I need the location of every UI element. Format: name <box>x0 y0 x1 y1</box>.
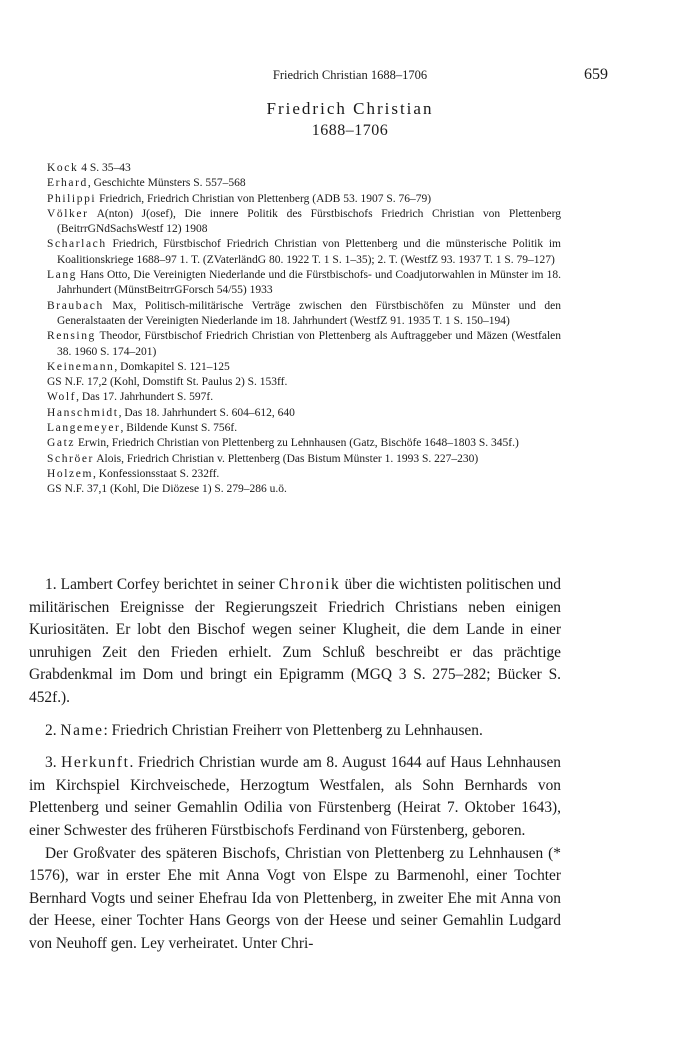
section-herkunft <box>29 752 561 842</box>
page-number: 659 <box>584 66 608 83</box>
bibliography-entry <box>47 192 561 207</box>
bibliography-author: Kock <box>47 162 79 174</box>
chapter-heading <box>0 98 700 142</box>
section-lead: 3. <box>45 754 62 772</box>
section-name <box>29 720 561 743</box>
chapter-years: 1688–1706 <box>311 122 389 139</box>
bibliography-author: Hanschmidt <box>47 406 119 419</box>
bibliography-entry <box>47 421 561 436</box>
bibliography-text: Friedrich, Fürstbischof Friedrich Christian von Plettenberg und die münsterische Politik im Koalitionskriege 1688–97 1. T. (ZVaterländG 80. 1922 T. 1 S. 1–35); 2. T. (WestfZ 93. 1937 T. 1 S. 79–127) <box>57 238 561 266</box>
running-head-title: Friedrich Christian 1688–1706 <box>272 68 428 82</box>
bibliography-text: , Geschichte Münsters S. 557–568 <box>87 177 246 190</box>
bibliography <box>47 161 561 498</box>
bibliography-entry <box>47 452 561 467</box>
bibliography-author: Lang <box>47 269 78 282</box>
bibliography-text: GS N.F. 17,2 (Kohl, Domstift St. Paulus 2) S. 153ff. <box>47 376 288 389</box>
bibliography-entry <box>47 299 561 330</box>
section-text: Der Großvater des späteren Bischofs, Christian von Plettenberg zu Lehnhausen (* 1576), war in erster Ehe mit Anna Vogt von Elspe zu Barmenohl, einer Tochter Bernhard Vogts und seiner Ehefrau Ida von Plettenberg, in zweiter Ehe mit Anna von der Heese, einer Tochter Hans Georgs von der Heese und seiner Gemahlin Ludgard von Neuhoff gen. Ley verheiratet. Unter Chri- <box>29 844 561 952</box>
bibliography-author: Rensing <box>47 330 96 343</box>
section-text: über die wichtisten politischen und militärischen Ereignisse der Regierungszeit Friedrich Christians neben einigen Kuriositäten. Er lobt den Bischof wegen seiner Klugheit, die dem Lande in einer unruhigen Zeit den Frieden erhielt. Zum Schluß beschreibt er das prächtige Grabdenkmal im Dom und bringt ein Epigramm (MGQ 3 S. 275–282; Bücker S. 452f.). <box>29 576 561 706</box>
bibliography-entry <box>47 207 561 238</box>
section-lead: 2. <box>45 721 61 739</box>
section-text: . Friedrich Christian wurde am 8. August 1644 auf Haus Lehnhausen im Kirchspiel Kirchveischede, Herzogtum Westfalen, als Sohn Bernhards von Plettenberg und seiner Gemahlin Odilia von Fürstenberg (Heirat 7. Oktober 1643), einer Schwester des früheren Fürstbischofs Ferdinand von Fürstenberg, geboren. <box>29 754 561 839</box>
bibliography-text: , Das 17. Jahrhundert S. 597f. <box>76 391 214 404</box>
bibliography-author: Scharlach <box>47 238 107 251</box>
bibliography-text: Erwin, Friedrich Christian von Plettenberg zu Lehnhausen (Gatz, Bischöfe 1648–1803 S. 345f.) <box>75 437 519 450</box>
bibliography-entry <box>47 375 561 390</box>
section-text: : Friedrich Christian Freiherr von Plettenberg zu Lehnhausen. <box>103 721 483 739</box>
bibliography-text: , Bildende Kunst S. 756f. <box>120 422 238 435</box>
bibliography-author: Holzem <box>47 467 94 480</box>
bibliography-text: 4 S. 35–43 <box>78 162 131 174</box>
bibliography-text: , Konfessionsstaat S. 232ff. <box>93 467 220 480</box>
bibliography-text: Hans Otto, Die Vereinigten Niederlande und die Fürstbischofs- und Coadjutorwahlen in Münster im 18. Jahrhundert (MünstBeitrrGForsch 54/55) 1933 <box>57 269 561 297</box>
bibliography-author: Philippi <box>47 192 97 205</box>
bibliography-text: Friedrich, Friedrich Christian von Plettenberg (ADB 53. 1907 S. 76–79) <box>96 192 432 205</box>
section-lead: 1. Lambert Corfey berichtet in seiner <box>45 576 279 593</box>
bibliography-entry <box>47 329 561 360</box>
bibliography-entry <box>47 406 561 421</box>
bibliography-author: Schröer <box>47 452 94 465</box>
bibliography-entry <box>47 390 561 405</box>
bibliography-author: Gatz <box>47 437 76 450</box>
bibliography-entry <box>47 467 561 482</box>
bibliography-text: Alois, Friedrich Christian v. Plettenberg (Das Bistum Münster 1. 1993 S. 227–230) <box>93 452 479 465</box>
body-text <box>29 574 561 956</box>
bibliography-text: , Domkapitel S. 121–125 <box>114 360 230 373</box>
section-chronik <box>29 574 561 710</box>
bibliography-author: Erhard <box>47 177 88 190</box>
running-head <box>0 66 700 86</box>
bibliography-text: GS N.F. 37,1 (Kohl, Die Diözese 1) S. 279–286 u.ö. <box>47 483 287 496</box>
bibliography-author: Wolf <box>47 391 77 404</box>
bibliography-entry <box>47 268 561 299</box>
bibliography-text: A(nton) J(osef), Die innere Politik des Fürstbischofs Friedrich Christian von Plettenberg (BeitrrGNdSachsWestf 12) 1908 <box>57 207 561 236</box>
section-keyword: Chronik <box>278 576 341 593</box>
bibliography-entry <box>47 176 561 191</box>
bibliography-entry <box>47 237 561 268</box>
bibliography-entry <box>47 161 561 176</box>
section-keyword: Name <box>60 721 104 739</box>
bibliography-text: Max, Politisch-militärische Verträge zwischen den Fürstbischöfen zu Münster und den Generalstaaten der Vereinigten Niederlande im 18. Jahrhundert (WestfZ 91. 1935 T. 1 S. 150–194) <box>57 299 561 327</box>
bibliography-text: , Das 18. Jahrhundert S. 604–612, 640 <box>118 406 295 419</box>
chapter-title: Friedrich Christian <box>266 99 434 118</box>
bibliography-author: Völker <box>47 207 89 220</box>
bibliography-author: Keinemann <box>47 360 115 373</box>
bibliography-author: Braubach <box>47 299 104 312</box>
bibliography-author: Langemeyer <box>47 422 121 435</box>
bibliography-entry <box>47 436 561 451</box>
bibliography-entry <box>47 360 561 375</box>
section-herkunft-continued <box>29 843 561 956</box>
section-keyword: Herkunft <box>61 754 130 772</box>
bibliography-text: Theodor, Fürstbischof Friedrich Christian von Plettenberg als Auftraggeber und Mäzen (Westfalen 38. 1960 S. 174–201) <box>57 330 561 358</box>
bibliography-entry <box>47 482 561 497</box>
